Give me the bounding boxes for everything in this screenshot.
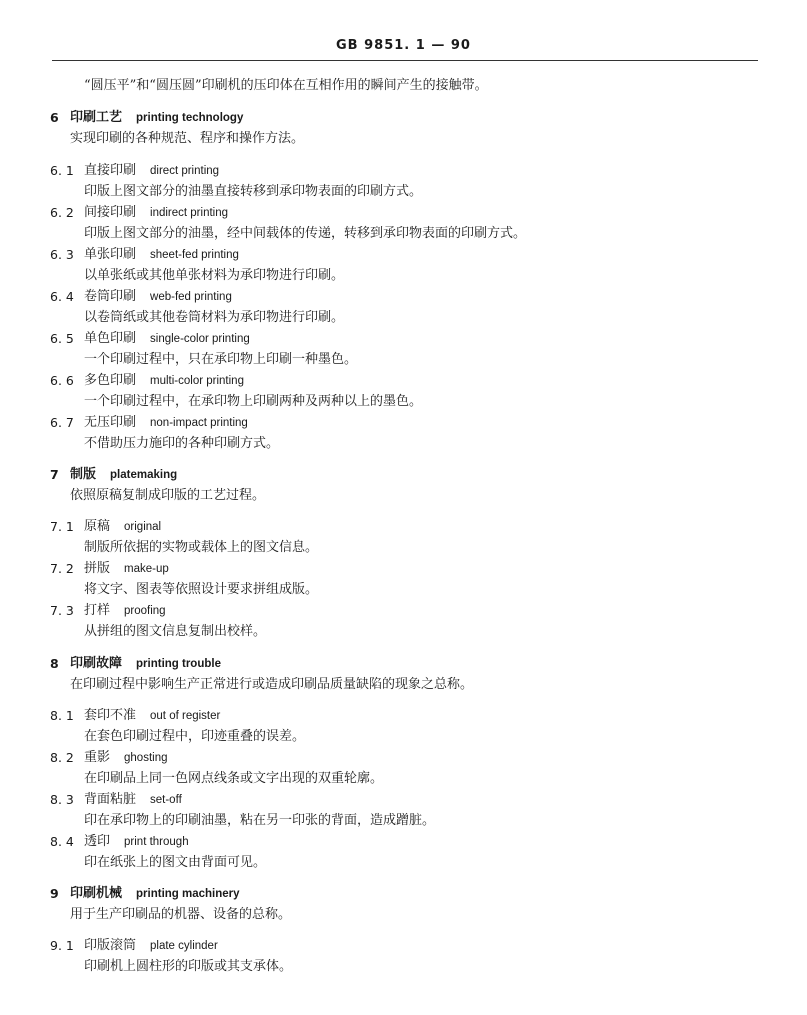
item-number: 8. 4 — [50, 834, 74, 849]
item-definition: 印在纸张上的图文由背面可见。 — [84, 855, 267, 870]
document-header: GB 9851. 1 — 90 — [336, 38, 471, 53]
item-term — [84, 708, 220, 724]
item-term — [84, 519, 161, 535]
item-definition: 不借助压力施印的各种印刷方式。 — [84, 436, 280, 451]
item-term — [84, 163, 219, 179]
term-en: sheet-fed printing — [150, 249, 239, 261]
term-en: ghosting — [124, 752, 168, 764]
term-zh: 拼版 — [84, 561, 111, 576]
term-zh: 无压印刷 — [84, 415, 137, 430]
item-term — [84, 561, 169, 577]
term-en: printing technology — [136, 112, 244, 124]
item-definition: 以卷筒纸或其他卷筒材料为承印物进行印刷。 — [84, 310, 345, 325]
item-term — [84, 289, 232, 305]
item-definition: 一个印刷过程中，在承印物上印刷两种及两种以上的墨色。 — [84, 394, 423, 409]
item-number: 6. 3 — [50, 247, 74, 262]
term-zh: 打样 — [84, 603, 111, 618]
term-en: print through — [124, 836, 189, 848]
term-zh: 原稿 — [84, 519, 111, 534]
section-number: 6 — [50, 110, 59, 125]
term-zh: 多色印刷 — [84, 373, 137, 388]
term-en: plate cylinder — [150, 940, 218, 952]
item-definition: 制版所依据的实物或载体上的图文信息。 — [84, 540, 319, 555]
term-zh: 透印 — [84, 834, 111, 849]
item-number: 7. 2 — [50, 561, 74, 576]
item-term — [84, 415, 248, 431]
term-zh: 直接印刷 — [84, 163, 137, 178]
item-number: 6. 5 — [50, 331, 74, 346]
term-en: printing trouble — [136, 658, 221, 670]
item-definition: 印版上图文部分的油墨直接转移到承印物表面的印刷方式。 — [84, 184, 423, 199]
item-definition: 在印刷品上同一色网点线条或文字出现的双重轮廓。 — [84, 771, 384, 786]
item-definition: 从拼组的图文信息复制出校样。 — [84, 624, 267, 639]
term-zh: 卷筒印刷 — [84, 289, 137, 304]
item-term — [84, 373, 244, 389]
term-zh: 印版滚筒 — [84, 938, 137, 953]
item-number: 7. 1 — [50, 519, 74, 534]
item-definition: 以单张纸或其他单张材料为承印物进行印刷。 — [84, 268, 345, 283]
term-en: multi-color printing — [150, 375, 244, 387]
item-number: 6. 7 — [50, 415, 74, 430]
term-en: original — [124, 521, 162, 533]
term-zh: 背面粘脏 — [84, 792, 137, 807]
term-en: web-fed printing — [150, 291, 232, 303]
item-definition: 在套色印刷过程中，印迹重叠的误差。 — [84, 729, 306, 744]
item-term — [84, 792, 182, 808]
item-term — [84, 750, 168, 766]
section-number: 9 — [50, 886, 59, 901]
term-en: printing machinery — [136, 888, 240, 900]
term-zh: 单色印刷 — [84, 331, 137, 346]
item-number: 6. 1 — [50, 163, 74, 178]
section-heading — [70, 110, 243, 126]
section-heading — [70, 656, 221, 672]
item-number: 9. 1 — [50, 938, 74, 953]
term-en: direct printing — [150, 165, 220, 177]
term-en: non-impact printing — [150, 417, 248, 429]
term-zh: 印刷工艺 — [70, 110, 123, 125]
item-term — [84, 331, 250, 347]
term-zh: 重影 — [84, 750, 111, 765]
term-zh: 制版 — [70, 467, 97, 482]
term-en: platemaking — [110, 469, 178, 481]
item-number: 6. 2 — [50, 205, 74, 220]
header-divider — [52, 60, 758, 61]
section-definition: 实现印刷的各种规范、程序和操作方法。 — [70, 131, 305, 146]
item-number: 6. 6 — [50, 373, 74, 388]
item-number: 6. 4 — [50, 289, 74, 304]
term-zh: 印刷机械 — [70, 886, 123, 901]
item-number: 8. 1 — [50, 708, 74, 723]
term-zh: 单张印刷 — [84, 247, 137, 262]
section-heading — [70, 886, 240, 902]
term-en: make-up — [124, 563, 169, 575]
term-zh: 套印不准 — [84, 708, 137, 723]
intro-text: “圆压平”和“圆压圆”印刷机的压印体在互相作用的瞬间产生的接触带。 — [84, 78, 488, 93]
item-number: 7. 3 — [50, 603, 74, 618]
item-term — [84, 205, 228, 221]
item-definition: 将文字、图表等依照设计要求拼组成版。 — [84, 582, 319, 597]
section-definition: 在印刷过程中影响生产正常进行或造成印刷品质量缺陷的现象之总称。 — [70, 677, 474, 692]
term-zh: 印刷故障 — [70, 656, 123, 671]
item-term — [84, 834, 189, 850]
item-definition: 一个印刷过程中，只在承印物上印刷一种墨色。 — [84, 352, 358, 367]
term-zh: 间接印刷 — [84, 205, 137, 220]
item-term — [84, 938, 218, 954]
term-en: set-off — [150, 794, 182, 806]
section-definition: 依照原稿复制成印版的工艺过程。 — [70, 488, 266, 503]
term-en: single-color printing — [150, 333, 250, 345]
section-heading — [70, 467, 177, 483]
item-number: 8. 3 — [50, 792, 74, 807]
section-number: 8 — [50, 656, 59, 671]
item-definition: 印在承印物上的印刷油墨，粘在另一印张的背面，造成蹭脏。 — [84, 813, 436, 828]
item-term — [84, 247, 239, 263]
item-number: 8. 2 — [50, 750, 74, 765]
section-definition: 用于生产印刷品的机器、设备的总称。 — [70, 907, 292, 922]
term-en: out of register — [150, 710, 221, 722]
term-en: indirect printing — [150, 207, 228, 219]
term-en: proofing — [124, 605, 166, 617]
item-definition: 印版上图文部分的油墨，经中间载体的传递，转移到承印物表面的印刷方式。 — [84, 226, 527, 241]
item-definition: 印刷机上圆柱形的印版或其支承体。 — [84, 959, 293, 974]
item-term — [84, 603, 166, 619]
section-number: 7 — [50, 467, 59, 482]
